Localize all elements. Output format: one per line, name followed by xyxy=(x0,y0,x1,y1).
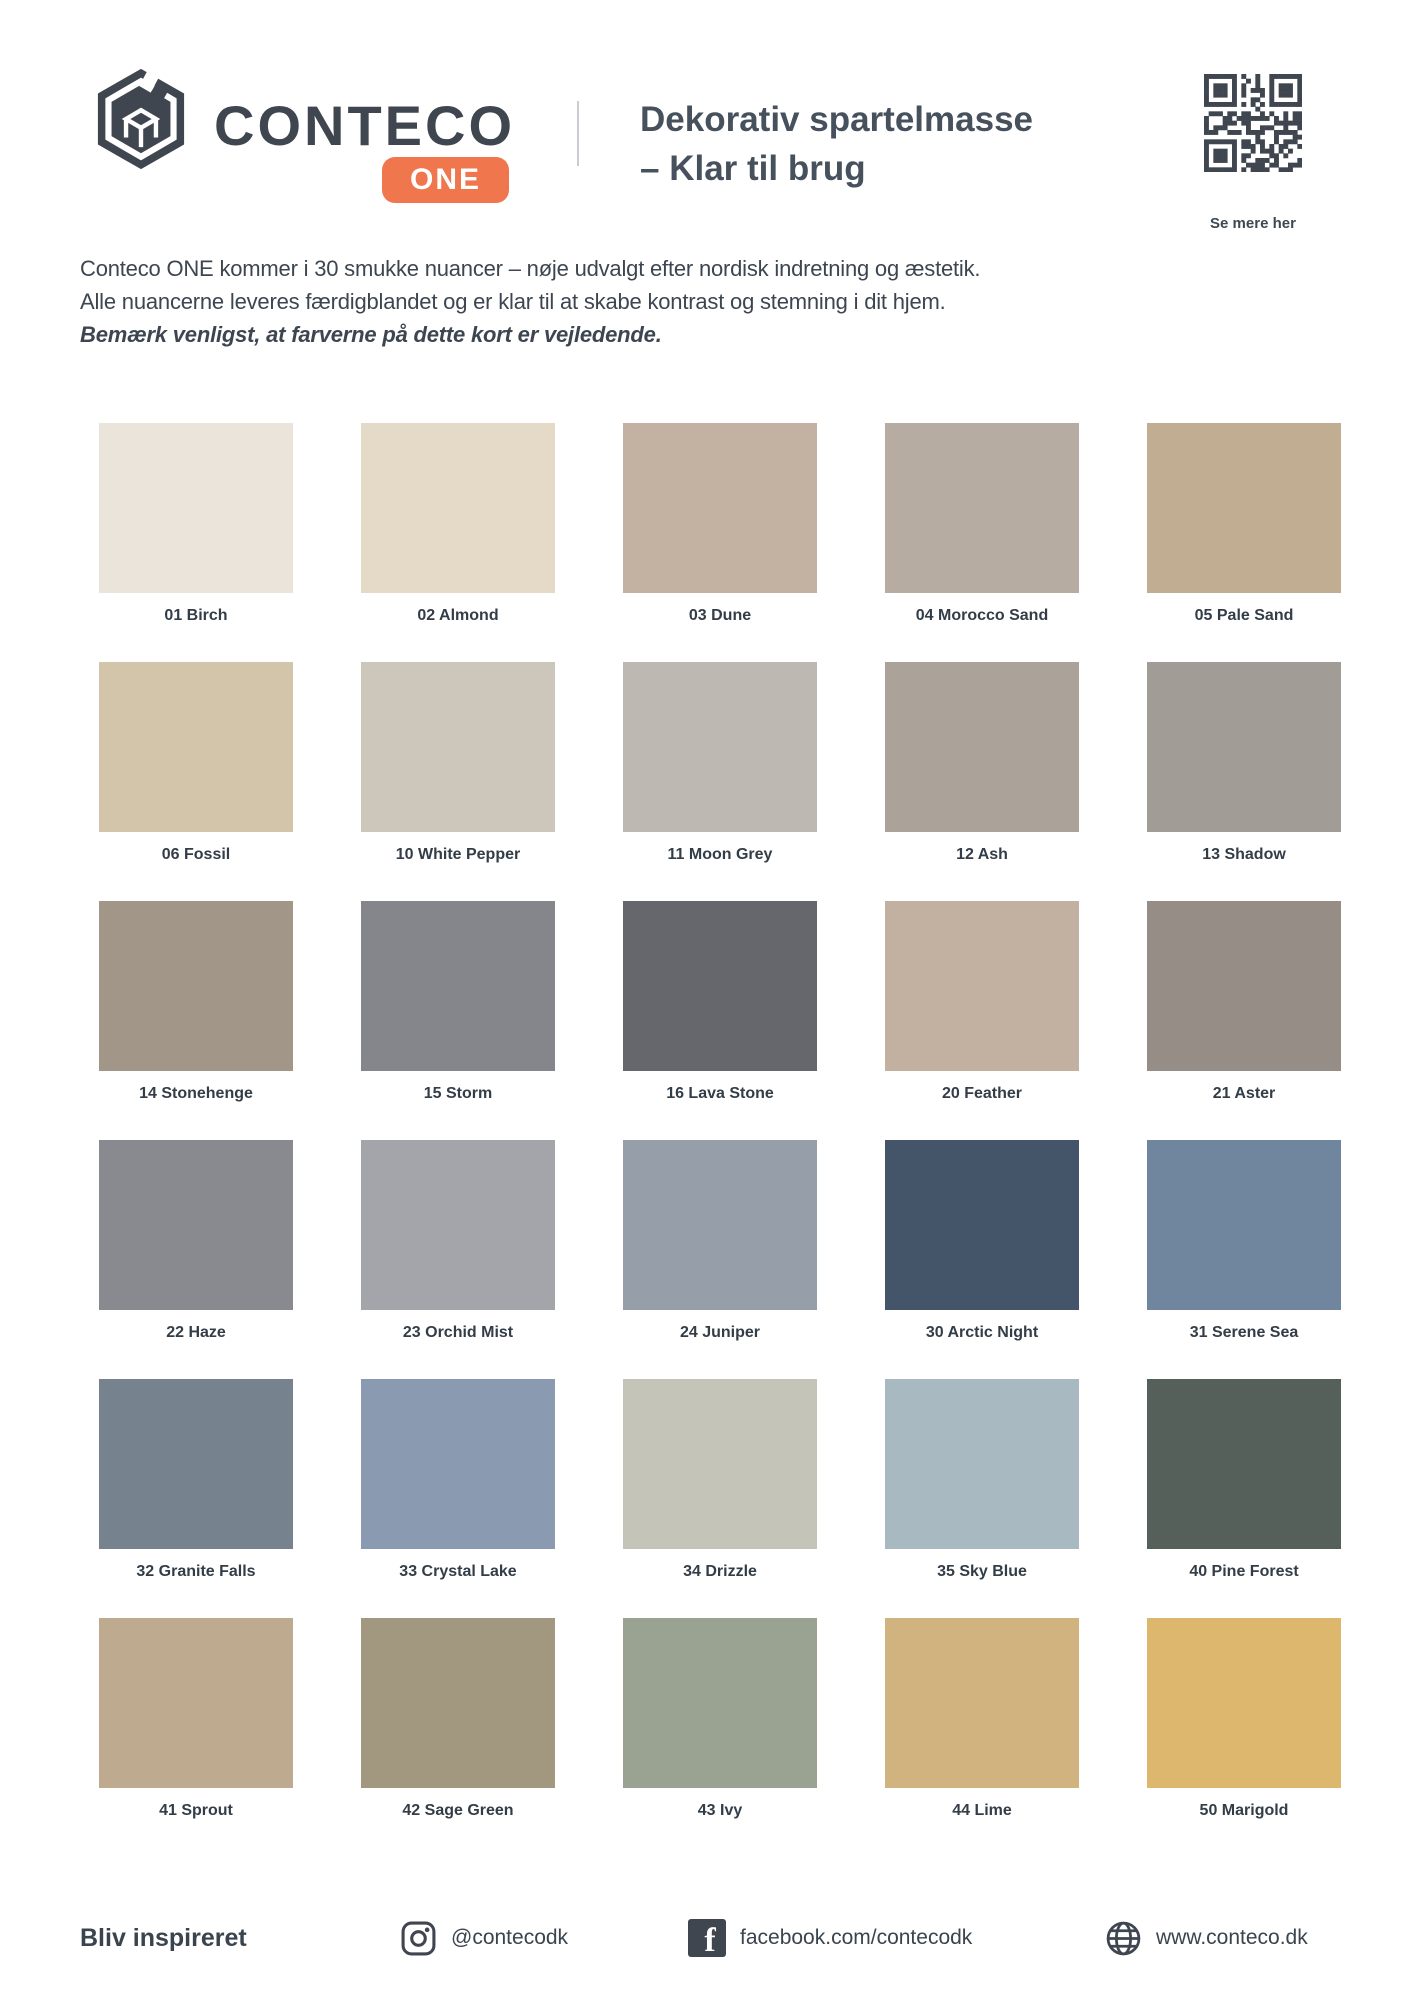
color-swatch xyxy=(361,1379,555,1549)
conteco-cube-icon xyxy=(96,68,186,170)
color-swatch xyxy=(1147,423,1341,593)
swatch-label: 01 Birch xyxy=(164,607,228,624)
instagram-icon xyxy=(400,1920,437,1957)
swatch-cell xyxy=(885,423,1079,625)
swatch-cell xyxy=(885,1618,1079,1820)
swatch-label: 12 Ash xyxy=(956,846,1008,863)
swatch-cell xyxy=(99,1379,293,1581)
color-swatch xyxy=(885,1618,1079,1788)
color-swatch xyxy=(885,1140,1079,1310)
swatch-label: 06 Fossil xyxy=(161,846,231,863)
intro-line1: Conteco ONE kommer i 30 smukke nuancer – nøje udvalgt efter nordisk indretning og æstetik. xyxy=(80,256,981,281)
swatch-cell xyxy=(623,423,817,625)
swatch-label: 35 Sky Blue xyxy=(937,1563,1027,1580)
color-swatch xyxy=(885,1379,1079,1549)
swatch-cell xyxy=(99,901,293,1103)
page-title xyxy=(640,95,1033,193)
color-swatch xyxy=(1147,1379,1341,1549)
brand-one-badge: ONE xyxy=(382,157,509,203)
color-swatch xyxy=(1147,1140,1341,1310)
swatch-cell xyxy=(361,901,555,1103)
swatch-label: 32 Granite Falls xyxy=(136,1563,256,1580)
swatch-cell xyxy=(1147,1140,1341,1342)
swatch-label: 20 Feather xyxy=(941,1085,1023,1102)
swatch-label: 11 Moon Grey xyxy=(667,846,773,863)
swatch-label: 42 Sage Green xyxy=(402,1802,514,1819)
color-swatch xyxy=(99,423,293,593)
swatch-label: 21 Aster xyxy=(1212,1085,1276,1102)
swatch-cell xyxy=(361,1379,555,1581)
swatch-cell xyxy=(1147,1379,1341,1581)
color-swatch xyxy=(623,1379,817,1549)
swatch-label: 02 Almond xyxy=(417,607,499,624)
intro-text xyxy=(80,252,980,351)
swatch-label: 41 Sprout xyxy=(159,1802,233,1819)
swatch-label: 31 Serene Sea xyxy=(1189,1324,1299,1341)
swatch-label: 16 Lava Stone xyxy=(666,1085,774,1102)
footer-headline: Bliv inspireret xyxy=(80,1923,247,1952)
color-swatch xyxy=(99,1140,293,1310)
swatch-label: 14 Stonehenge xyxy=(139,1085,253,1102)
swatch-cell xyxy=(361,1140,555,1342)
swatch-cell xyxy=(885,662,1079,864)
color-swatch xyxy=(623,1140,817,1310)
color-swatch xyxy=(99,662,293,832)
footer-facebook xyxy=(688,1912,972,1964)
color-swatch xyxy=(361,423,555,593)
swatch-cell xyxy=(885,1379,1079,1581)
qr-caption: Se mere her xyxy=(1210,215,1296,232)
swatch-cell xyxy=(1147,901,1341,1103)
swatch-label: 50 Marigold xyxy=(1199,1802,1289,1819)
color-swatch xyxy=(361,901,555,1071)
page-title-line2: – Klar til brug xyxy=(640,149,866,188)
swatch-label: 30 Arctic Night xyxy=(925,1324,1039,1341)
swatch-label: 13 Shadow xyxy=(1202,846,1286,863)
swatch-grid xyxy=(99,423,1341,1820)
page-title-line1: Dekorativ spartelmasse xyxy=(640,100,1033,139)
swatch-label: 04 Morocco Sand xyxy=(915,607,1049,624)
footer-website xyxy=(1105,1912,1308,1964)
swatch-cell xyxy=(885,901,1079,1103)
qr-block xyxy=(1203,74,1303,232)
footer-instagram xyxy=(400,1912,568,1964)
color-swatch xyxy=(885,901,1079,1071)
swatch-cell xyxy=(1147,423,1341,625)
color-swatch xyxy=(623,901,817,1071)
swatch-label: 44 Lime xyxy=(952,1802,1012,1819)
website-url: www.conteco.dk xyxy=(1156,1926,1308,1949)
swatch-cell xyxy=(885,1140,1079,1342)
facebook-url: facebook.com/contecodk xyxy=(740,1926,973,1949)
swatch-cell xyxy=(1147,662,1341,864)
swatch-label: 24 Juniper xyxy=(679,1324,761,1341)
swatch-label: 40 Pine Forest xyxy=(1189,1563,1299,1580)
swatch-cell xyxy=(623,901,817,1103)
intro-line2: Alle nuancerne leveres færdigblandet og er klar til at skabe kontrast og stemning i dit hjem. xyxy=(80,289,946,314)
color-swatch xyxy=(623,1618,817,1788)
color-swatch xyxy=(623,423,817,593)
facebook-icon: f xyxy=(688,1919,726,1957)
swatch-label: 03 Dune xyxy=(688,607,752,624)
color-swatch xyxy=(361,1140,555,1310)
swatch-label: 23 Orchid Mist xyxy=(402,1324,514,1341)
color-swatch xyxy=(885,423,1079,593)
swatch-cell xyxy=(623,662,817,864)
color-swatch xyxy=(99,1379,293,1549)
globe-icon xyxy=(1105,1920,1142,1957)
header-divider xyxy=(577,101,579,166)
color-swatch xyxy=(361,662,555,832)
instagram-handle: @contecodk xyxy=(451,1926,569,1949)
swatch-cell xyxy=(361,662,555,864)
swatch-cell xyxy=(1147,1618,1341,1820)
color-swatch xyxy=(361,1618,555,1788)
color-swatch xyxy=(623,662,817,832)
swatch-cell xyxy=(99,423,293,625)
swatch-label: 34 Drizzle xyxy=(683,1563,757,1580)
color-swatch xyxy=(1147,1618,1341,1788)
color-swatch xyxy=(99,1618,293,1788)
swatch-cell xyxy=(99,662,293,864)
swatch-label: 15 Storm xyxy=(423,1085,493,1102)
swatch-label: 22 Haze xyxy=(166,1324,226,1341)
intro-note: Bemærk venligst, at farverne på dette kort er vejledende. xyxy=(80,322,662,347)
color-swatch xyxy=(885,662,1079,832)
color-swatch xyxy=(1147,901,1341,1071)
swatch-label: 05 Pale Sand xyxy=(1194,607,1294,624)
swatch-label: 33 Crystal Lake xyxy=(399,1563,517,1580)
swatch-label: 10 White Pepper xyxy=(395,846,521,863)
swatch-label: 43 Ivy xyxy=(697,1802,743,1819)
swatch-cell xyxy=(99,1140,293,1342)
swatch-cell xyxy=(361,1618,555,1820)
color-swatch xyxy=(1147,662,1341,832)
brand-wordmark: CONTECO xyxy=(214,94,515,157)
swatch-cell xyxy=(99,1618,293,1820)
swatch-cell xyxy=(361,423,555,625)
swatch-cell xyxy=(623,1379,817,1581)
swatch-cell xyxy=(623,1140,817,1342)
qr-code xyxy=(1204,74,1302,172)
swatch-cell xyxy=(623,1618,817,1820)
color-swatch xyxy=(99,901,293,1071)
